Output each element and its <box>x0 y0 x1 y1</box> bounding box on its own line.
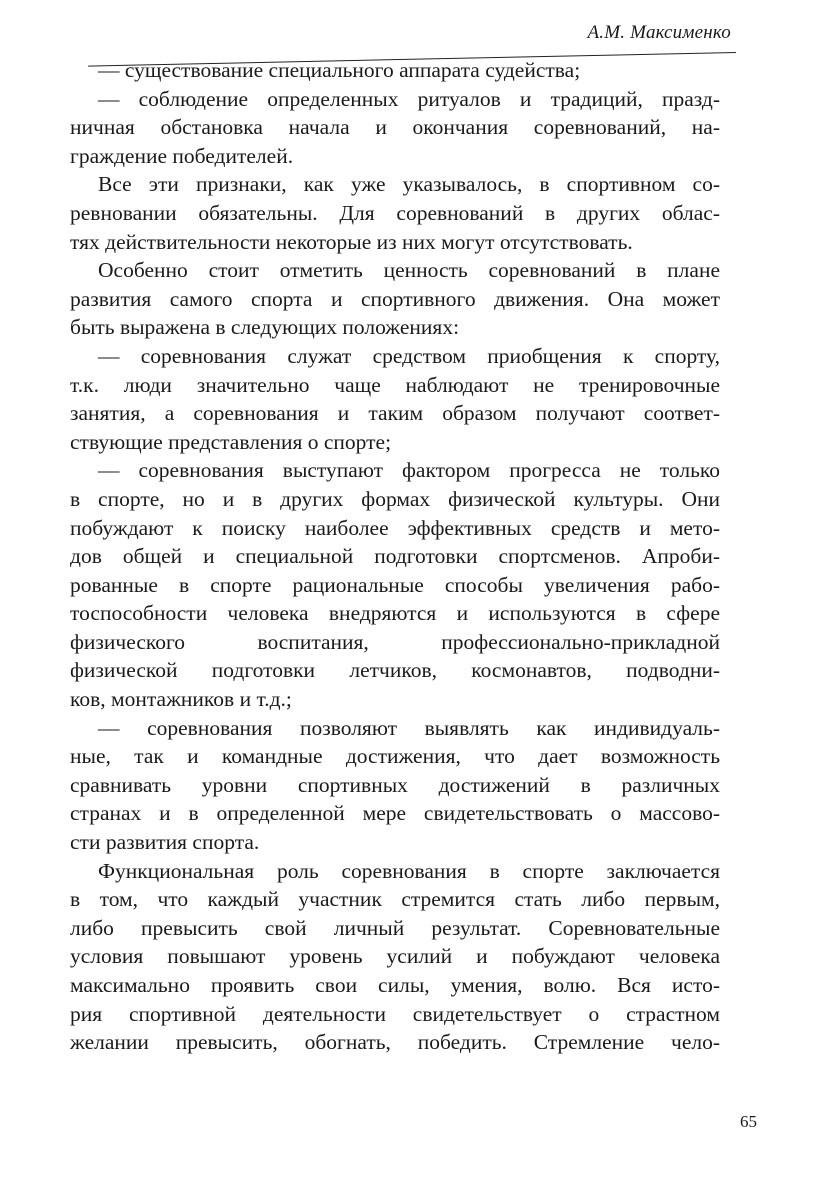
text-line: — соблюдение определенных ритуалов и традиций, празд- <box>98 86 720 111</box>
text-line: граждение победителей. <box>70 143 294 168</box>
text-line: максимально проявить свои силы, умения, волю. Вся исто- <box>70 973 720 997</box>
text-line: тоспособности человека внедряются и используются в сфере <box>70 601 720 626</box>
text-line: странах и в определенной мере свидетельствовать о массово- <box>70 801 720 826</box>
body-text <box>70 56 720 1057</box>
text-line: сти развития спорта. <box>70 830 260 855</box>
running-head: А.М. Максименко <box>587 22 731 43</box>
text-line: в том, что каждый участник стремится стать либо первым, <box>70 887 720 912</box>
text-line: — соревнования позволяют выявлять как индивидуаль- <box>98 715 720 740</box>
text-line: ничная обстановка начала и окончания соревнований, на- <box>70 115 720 140</box>
text-line: побуждают к поиску наиболее эффективных средств и мето- <box>70 515 720 540</box>
text-line: физического воспитания, профессионально-прикладной <box>70 629 720 654</box>
text-line: либо превысить свой личный результат. Соревновательные <box>70 915 720 940</box>
text-line: рия спортивной деятельности свидетельствует о страстном <box>70 1001 720 1026</box>
text-line: — соревнования служат средством приобщения к спорту, <box>98 343 720 368</box>
text-line: физической подготовки летчиков, космонавтов, подводни- <box>70 658 720 683</box>
text-line: условия повышают уровень усилий и побуждают человека <box>70 944 720 969</box>
text-line: Все эти признаки, как уже указывалось, в спортивном со- <box>98 172 720 197</box>
text-line: ствующие представления о спорте; <box>70 429 392 454</box>
text-line: — существование специального аппарата судейства; <box>98 58 581 82</box>
text-line: сравнивать уровни спортивных достижений в различных <box>70 772 720 797</box>
text-line: занятия, а соревнования и таким образом получают соответ- <box>70 401 720 426</box>
text-line: тях действительности некоторые из них могут отсутствовать. <box>70 229 633 254</box>
page-number: 65 <box>740 1112 757 1131</box>
text-line: — соревнования выступают фактором прогресса не только <box>98 458 720 483</box>
text-line: развития самого спорта и спортивного движения. Она может <box>70 286 720 311</box>
text-line: рованные в спорте рациональные способы увеличения рабо- <box>70 572 720 597</box>
text-line: желании превысить, обогнать, победить. Стремление чело- <box>70 1030 720 1055</box>
text-line: Особенно стоит отметить ценность соревнований в плане <box>98 258 720 283</box>
text-line: дов общей и специальной подготовки спортсменов. Апроби- <box>70 544 720 569</box>
text-line: ные, так и командные достижения, что дает возможность <box>70 744 720 769</box>
text-line: т.к. люди значительно чаще наблюдают не тренировочные <box>70 372 720 397</box>
text-line: ков, монтажников и т.д.; <box>70 687 292 712</box>
text-line: быть выражена в следующих положениях: <box>70 315 460 340</box>
text-line: ревновании обязательны. Для соревнований в других облас- <box>70 200 720 225</box>
text-line: в спорте, но и в других формах физической культуры. Они <box>70 486 720 511</box>
text-line: Функциональная роль соревнования в спорте заключается <box>98 858 720 883</box>
